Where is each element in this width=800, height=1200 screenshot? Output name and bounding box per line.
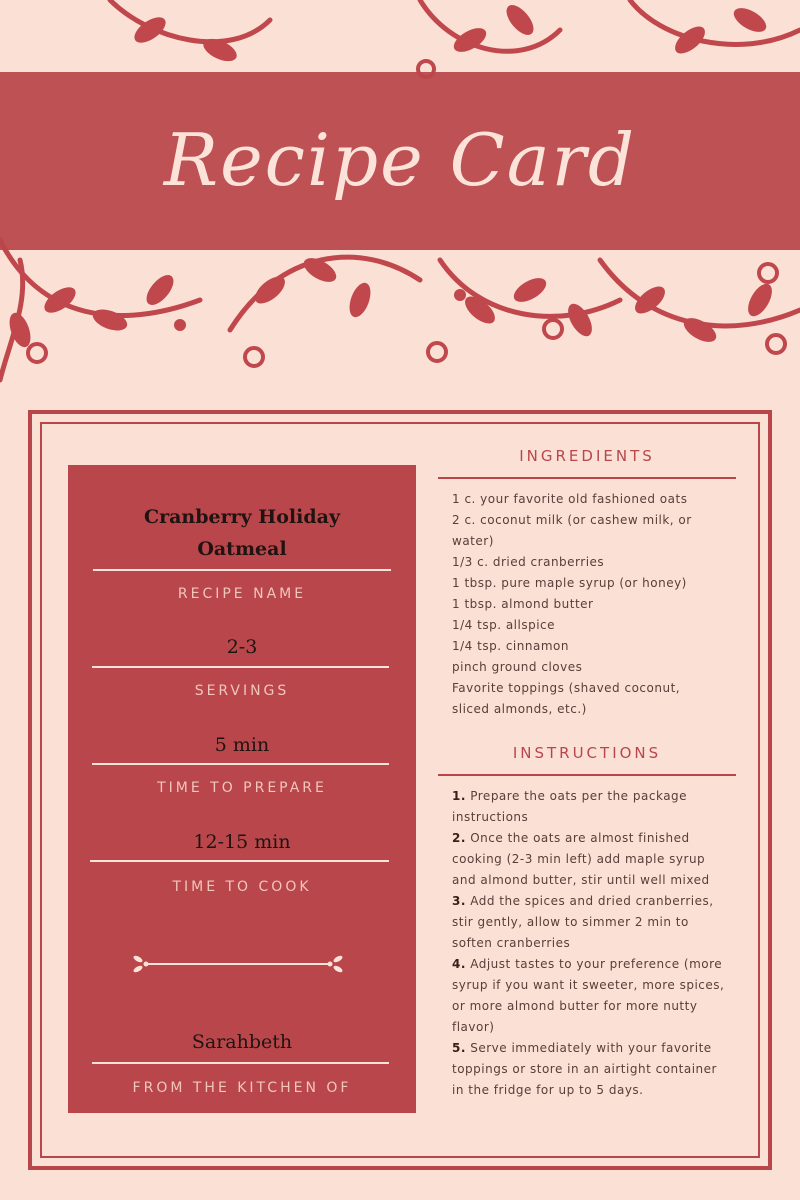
instructions-heading: INSTRUCTIONS bbox=[512, 744, 662, 762]
list-item: 2 c. coconut milk (or cashew milk, or bbox=[452, 513, 692, 527]
page-title: Recipe Card bbox=[163, 118, 637, 202]
cook-time-label: TIME TO COOK bbox=[172, 879, 312, 895]
list-item: 1 c. your favorite old fashioned oats bbox=[452, 492, 688, 506]
list-item: 2. Once the oats are almost finished bbox=[452, 831, 690, 845]
list-item: or more almond butter for more nutty bbox=[452, 999, 698, 1013]
list-item: stir gently, allow to simmer 2 min to bbox=[452, 915, 689, 929]
author-label: FROM THE KITCHEN OF bbox=[132, 1080, 352, 1096]
list-item: syrup if you want it sweeter, more spices, bbox=[452, 978, 725, 992]
ingredients-list bbox=[452, 489, 742, 720]
recipe-name-line2: Oatmeal bbox=[197, 538, 287, 560]
list-item: instructions bbox=[452, 810, 529, 824]
list-item: 1 tbsp. almond butter bbox=[452, 597, 594, 611]
recipe-name-line1: Cranberry Holiday bbox=[143, 506, 340, 528]
ingredients-heading: INGREDIENTS bbox=[519, 447, 655, 465]
recipe-name bbox=[68, 501, 416, 565]
instructions-list bbox=[452, 786, 742, 1101]
list-item: 1/4 tsp. allspice bbox=[452, 618, 556, 632]
cook-time-value: 12-15 min bbox=[193, 831, 291, 853]
recipe-summary-panel bbox=[68, 465, 416, 1113]
ingredients-rule bbox=[438, 477, 736, 479]
servings-rule bbox=[92, 666, 389, 668]
list-item: flavor) bbox=[452, 1020, 495, 1034]
list-item: 1. Prepare the oats per the package bbox=[452, 789, 688, 803]
ornamental-divider bbox=[130, 952, 346, 976]
list-item: in the fridge for up to 5 days. bbox=[452, 1083, 644, 1097]
list-item: soften cranberries bbox=[452, 936, 571, 950]
prep-time-value: 5 min bbox=[214, 734, 270, 756]
list-item: 1 tbsp. pure maple syrup (or honey) bbox=[452, 576, 687, 590]
recipe-name-rule bbox=[93, 569, 391, 571]
cook-time-rule bbox=[90, 860, 389, 862]
servings-label: SERVINGS bbox=[194, 683, 290, 699]
author-rule bbox=[92, 1062, 389, 1064]
prep-time-label: TIME TO PREPARE bbox=[157, 780, 327, 796]
recipe-name-label: RECIPE NAME bbox=[177, 586, 307, 602]
servings-value: 2-3 bbox=[226, 636, 258, 658]
list-item: water) bbox=[452, 534, 494, 548]
author-name: Sarahbeth bbox=[191, 1031, 293, 1053]
list-item: 3. Add the spices and dried cranberries, bbox=[452, 894, 714, 908]
list-item: 4. Adjust tastes to your preference (more bbox=[452, 957, 723, 971]
list-item: pinch ground cloves bbox=[452, 660, 583, 674]
list-item: cooking (2-3 min left) add maple syrup bbox=[452, 852, 706, 866]
list-item: Favorite toppings (shaved coconut, bbox=[452, 681, 681, 695]
list-item: 1/4 tsp. cinnamon bbox=[452, 639, 569, 653]
list-item: 1/3 c. dried cranberries bbox=[452, 555, 605, 569]
list-item: and almond butter, stir until well mixed bbox=[452, 873, 710, 887]
list-item: 5. Serve immediately with your favorite bbox=[452, 1041, 712, 1055]
list-item: toppings or store in an airtight container bbox=[452, 1062, 717, 1076]
prep-time-rule bbox=[92, 763, 389, 765]
list-item: sliced almonds, etc.) bbox=[452, 702, 587, 716]
instructions-rule bbox=[438, 774, 736, 776]
